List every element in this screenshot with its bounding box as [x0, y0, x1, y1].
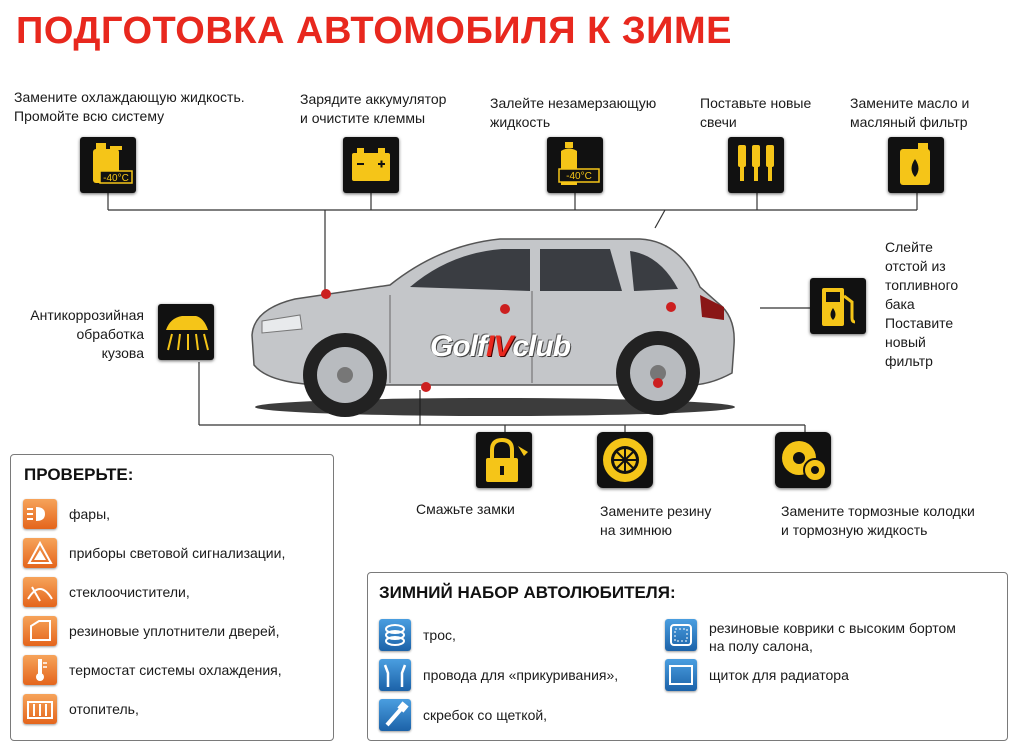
car-brand-logo: GolfIVclub [430, 330, 571, 363]
coolant-canister-icon [80, 137, 136, 193]
headlight-icon [23, 499, 57, 529]
radiator-shield-icon [665, 659, 697, 691]
kit-item [379, 659, 618, 691]
kit-item-label: скребок со щеткой, [423, 707, 548, 723]
door-seal-icon [23, 616, 57, 646]
tip-washer-label: Залейте незамерзающую жидкость [490, 95, 657, 130]
check-item [23, 692, 139, 726]
tire-icon [597, 432, 653, 488]
check-panel [10, 454, 334, 741]
check-item-label: фары, [69, 506, 111, 522]
washer-fluid-icon [547, 137, 603, 193]
battery-icon [343, 137, 399, 193]
tip-brakes-label: Замените тормозные колодки и тормозную жидкость [781, 503, 975, 538]
wiper-icon [23, 577, 57, 607]
coolant-temp-label: -40°С [103, 173, 129, 184]
winter-kit-title: ЗИМНИЙ НАБОР АВТОЛЮБИТЕЛЯ: [379, 583, 676, 602]
kit-item [379, 699, 547, 731]
lock-icon [476, 432, 532, 488]
tip-locks-label: Смажьте замки [416, 501, 515, 517]
warning-signal-icon [23, 538, 57, 568]
check-item-label: резиновые уплотнители дверей, [69, 623, 280, 639]
kit-item-label: провода для «прикуривания», [423, 667, 619, 683]
check-item [23, 614, 280, 648]
anticorrosion-icon [158, 304, 214, 360]
washer-temp-label: -40°С [566, 171, 592, 182]
tip-tires-label: Замените резину на зимнюю [600, 503, 712, 538]
check-item [23, 653, 282, 687]
check-panel-title: ПРОВЕРЬТЕ: [24, 465, 134, 484]
tip-anticorrosion-label: Антикоррозийная обработка кузова [30, 307, 144, 361]
tip-plugs-label: Поставьте новые свечи [700, 95, 812, 130]
check-item-label: термостат системы охлаждения, [69, 662, 282, 678]
heater-icon [23, 694, 57, 724]
tip-fuel-label: Слейте отстой из топливного бака Поставите новый фильтр [885, 239, 959, 369]
check-item-label: отопитель, [69, 701, 139, 717]
tip-battery-label: Зарядите аккумулятор и очистите клеммы [300, 91, 447, 126]
kit-item [379, 619, 456, 651]
thermostat-icon [23, 655, 57, 685]
oil-canister-icon [888, 137, 944, 193]
kit-item-label: щиток для радиатора [709, 667, 849, 683]
kit-item-label: трос, [423, 627, 456, 643]
tow-rope-icon [379, 619, 411, 651]
tip-coolant-label: Замените охлаждающую жидкость. Промойте всю систему [14, 89, 245, 124]
kit-item [665, 619, 956, 655]
check-item-label: приборы световой сигнализации, [69, 545, 286, 561]
check-item [23, 497, 110, 531]
fuel-pump-icon [810, 278, 866, 334]
check-item [23, 575, 190, 609]
car-illustration [240, 225, 750, 425]
tip-oil-label: Замените масло и масляный фильтр [850, 95, 970, 130]
kit-item-label: резиновые коврики с высоким бортом на полу салона, [709, 620, 956, 654]
scraper-icon [379, 699, 411, 731]
check-item [23, 536, 285, 570]
kit-item [665, 659, 849, 691]
jumper-cables-icon [379, 659, 411, 691]
floor-mat-icon [665, 619, 697, 651]
page-title: ПОДГОТОВКА АВТОМОБИЛЯ К ЗИМЕ [16, 10, 732, 52]
brake-disc-icon [775, 432, 831, 488]
winter-kit-panel [367, 572, 1008, 741]
spark-plugs-icon [728, 137, 784, 193]
check-item-label: стеклоочистители, [69, 584, 190, 600]
